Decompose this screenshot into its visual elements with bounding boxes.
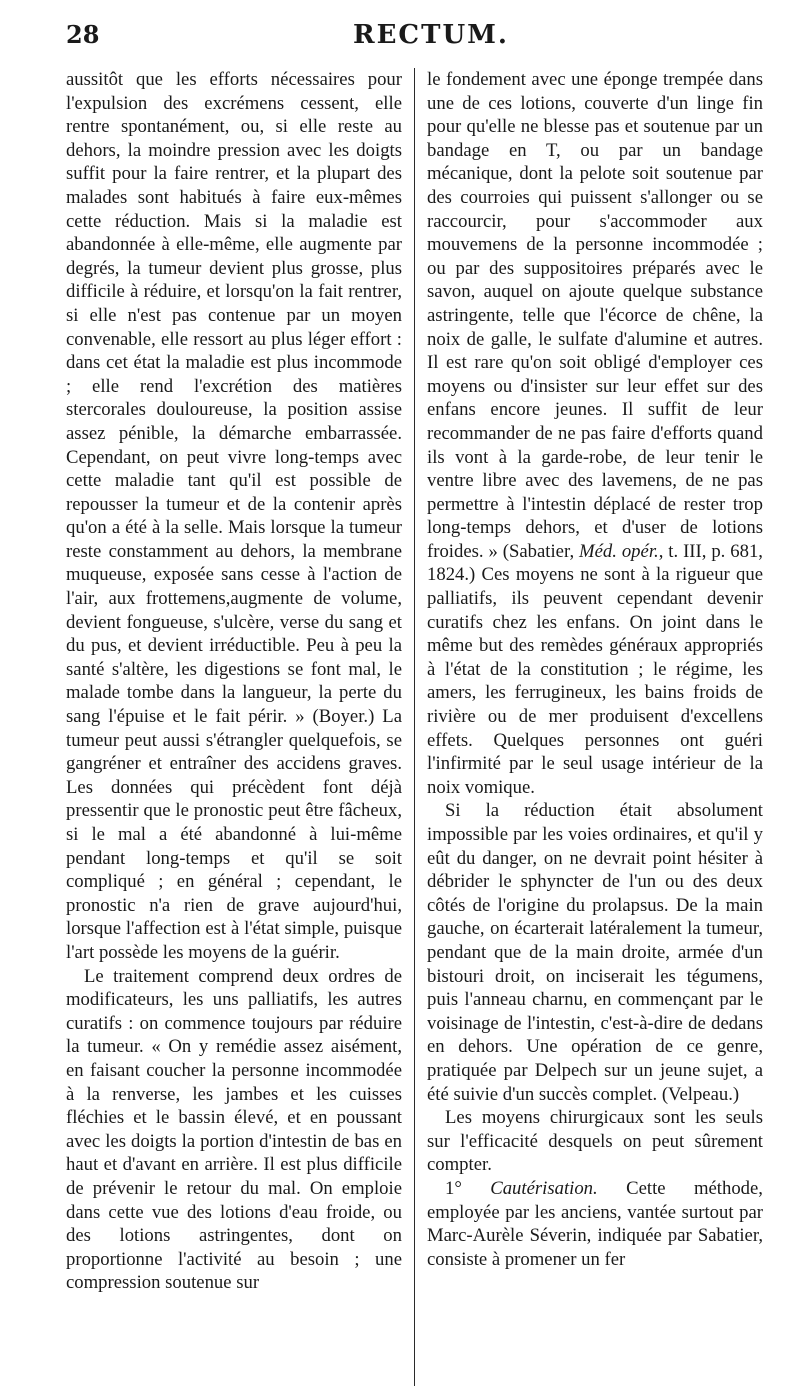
page-header	[66, 18, 756, 58]
left-paragraph-1: aussitôt que les efforts nécessaires pour l'expulsion des excrémens cessent, elle rentre spontanément, ou, si elle reste au dehors, la moindre pression avec les doigts suffit pour la faire rentrer, et la plupart des malades sont habitués à faire eux-mêmes cette réduction. Mais si la maladie est abandonnée à elle-même, elle augmente par degrés, la tumeur devient plus grosse, plus difficile à réduire, et lorsqu'on la fait rentrer, si elle n'est pas contenue par un moyen convenable, elle ressort au plus léger effort : dans cet état la maladie est plus incommode ; elle rend l'excrétion des matières stercorales douloureuse, la position assise assez pénible, la démarche embarrassée. Cependant, on peut vivre long-temps avec cette maladie tant qu'il est possible de repousser la tumeur et de la contenir après qu'on a été à la selle. Mais lorsque la tumeur reste constamment au dehors, la membrane muqueuse, exposée sans cesse à l'action de l'air, aux frottemens,augmente de volume, devient fongueuse, s'ulcère, verse du sang et du pus, et devient irréductible. Peu à peu la santé s'altère, les digestions se font mal, le malade tombe dans la langueur, la perte du sang l'épuise et le fait périr. » (Boyer.) La tumeur peut aussi s'étrangler quelquefois, se gangréner et entraîner des accidens graves. Les données qui précèdent font déjà pressentir que le pronostic peut être fâcheux, si le mal a été abandonné à lui-même pendant long-temps et qu'il se soit compliqué ; en général ; cependant, le pronostic n'a rien de grave aujourd'hui, lorsque l'affection est à l'état simple, puisque l'art possède les moyens de la guérir.	[66, 69, 402, 963]
running-title: RECTUM.	[353, 20, 509, 50]
right-paragraph-1-end: , t. III, p. 681, 1824.) Ces moyens ne sont à la rigueur que palliatifs, ils peuvent cependant devenir curatifs chez les enfans. On joint dans le même but des remèdes généraux appropriés à l'état de la constitution ; le régime, les amers, les ferrugineux, les bains froids de rivière ou de mer produisent d'excellens effets. Quelques personnes ont guéri l'infirmité par le seul usage intérieur de la noix vomique.	[427, 540, 763, 798]
right-paragraph-1	[427, 68, 763, 799]
right-paragraph-1-text: le fondement avec une éponge trempée dans une de ces lotions, couverte d'un linge fin pour qu'elle ne blesse pas et soutenue par un bandage en T, ou par un bandage mécanique, dont la pelote soit soutenue par des courroies qui puissent s'allonger ou se raccourcir, pour s'accommoder aux mouvemens de la personne incommodée ; ou par des suppositoires préparés avec le savon, auquel on ajoute quelque substance astringente, telle que l'écorce de chêne, la noix de galle, le sulfate d'alumine et autres. Il est rare qu'on soit obligé d'employer ces moyens ou d'insister sur leur effet sur des enfans encore jeunes. Il suffit de leur recommander de ne pas faire d'efforts quand ils vont à la garde-robe, de leur tenir le ventre libre avec des lavemens, de ne pas permettre à l'intestin déplacé de rester trop long-temps dehors, et d'user de lotions froides. » (Sabatier,	[427, 69, 763, 562]
right-column	[427, 68, 763, 1271]
citation-title: Méd. opér.	[579, 540, 659, 562]
left-column	[66, 68, 402, 1295]
right-paragraph-2: Si la réduction était absolument impossible par les voies ordinaires, et qu'il y eût du danger, on ne devrait point hésiter à débrider le sphyncter de l'un ou des deux côtés de l'origine du prolapsus. De la main gauche, on écarterait latéralement la tumeur, pendant que de la main droite, armée d'un bistouri droit, on inciserait les tégumens, puis l'anneau charnu, en commençant par le voisinage de l'intestin, c'est-à-dire de dedans en dehors. Une opération de ce genre, pratiquée par Delpech sur un jeune sujet, a été suivie d'un succès complet. (Velpeau.)	[427, 800, 763, 1105]
page-number: 28	[66, 20, 100, 49]
section-number: 1°	[445, 1177, 491, 1199]
left-paragraph-2: Le traitement comprend deux ordres de modificateurs, les uns palliatifs, les autres curatifs : on commence toujours par réduire la tumeur. « On y remédie assez aisément, en faisant coucher la personne incommodée à la renverse, les jambes et les cuisses fléchies et le bassin élevé, et en poussant avec les doigts la portion d'intestin de bas en haut et d'avant en arrière. Il est plus difficile de prévenir le retour du mal. On emploie dans cette vue des lotions d'eau froide, ou des lotions astringentes, dont on proportionne l'activité au besoin ; une compression soutenue sur	[66, 965, 402, 1294]
section-heading: Cautérisation.	[490, 1177, 598, 1199]
right-paragraph-4-text: Cette méthode, employée par les anciens, vantée surtout par Marc-Aurèle Séverin, indiquée par Sabatier, consiste à promener un fer	[427, 1177, 763, 1270]
right-paragraph-4	[427, 1177, 763, 1271]
right-paragraph-3: Les moyens chirurgicaux sont les seuls sur l'efficacité desquels on peut sûrement compter.	[427, 1107, 763, 1176]
column-divider	[414, 68, 415, 1386]
